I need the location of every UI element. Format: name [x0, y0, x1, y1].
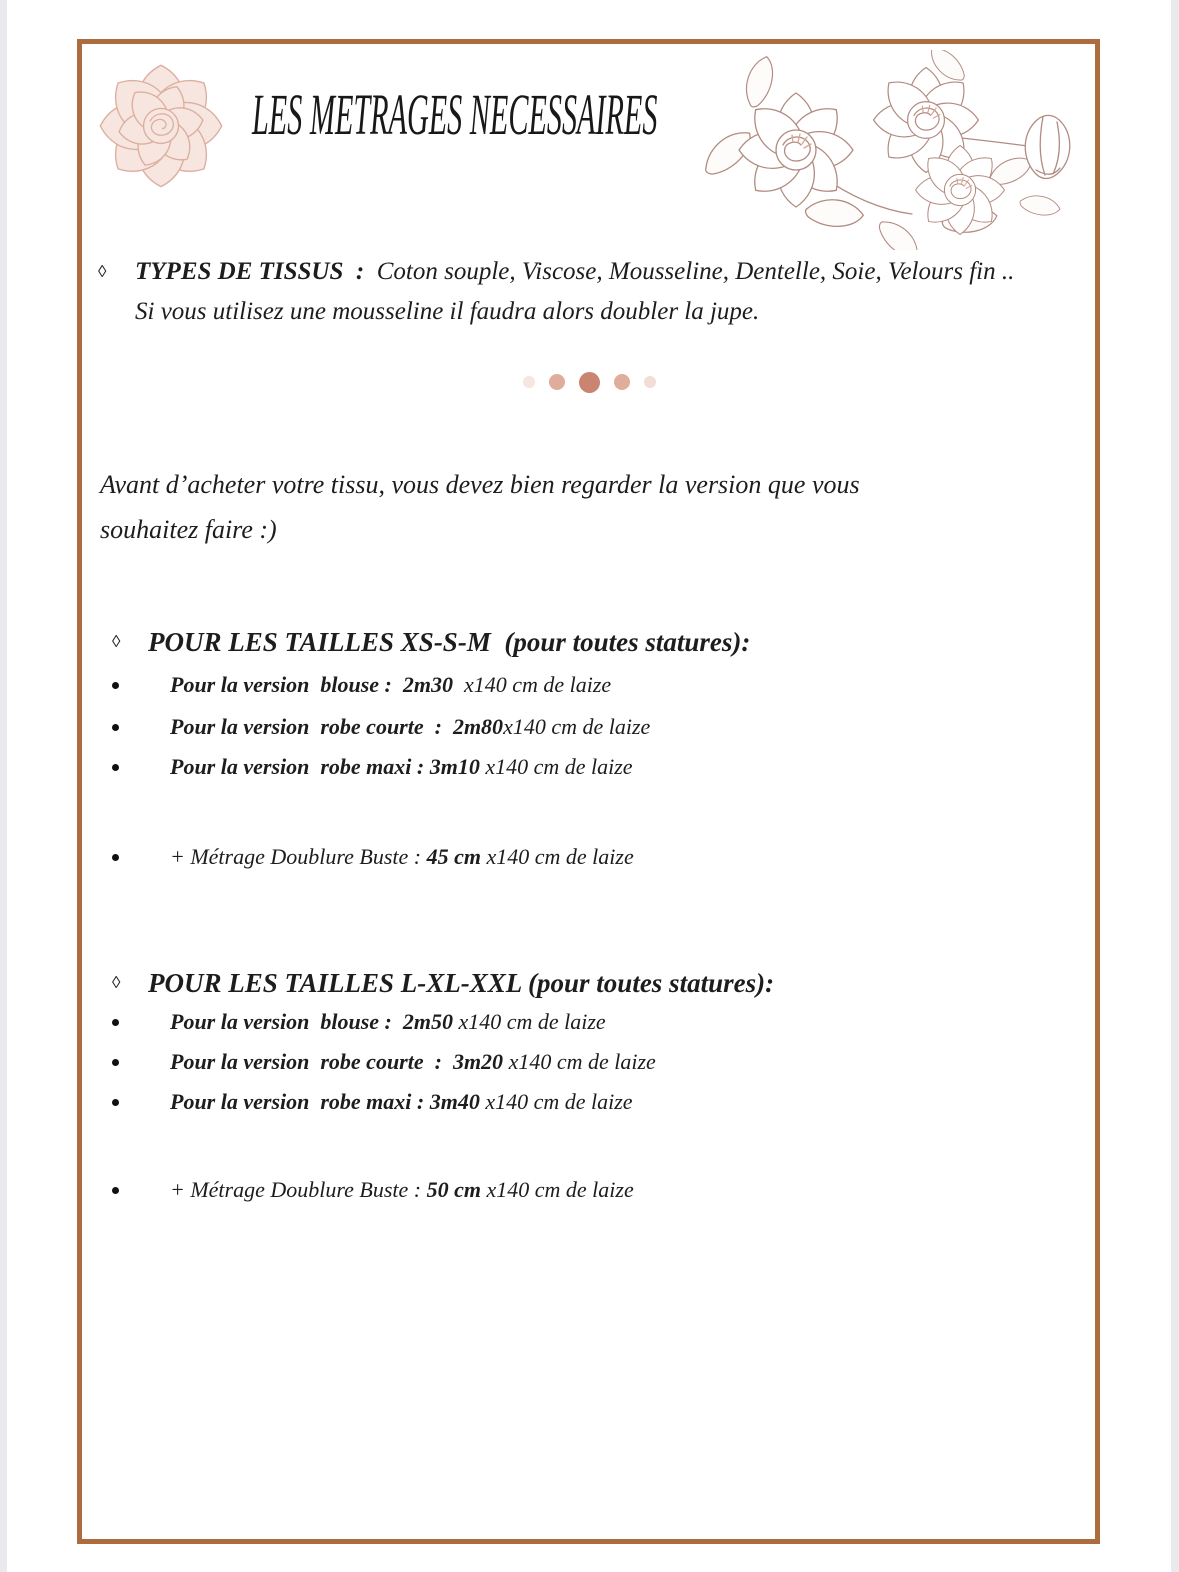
yardage-tail: x140 cm de laize	[452, 672, 612, 697]
intro-line-2	[100, 507, 1060, 552]
intro-line-1	[100, 462, 1060, 507]
divider-dot	[614, 374, 630, 390]
bullet-dot-icon	[112, 1099, 119, 1106]
lining-tail: x140 cm de laize	[480, 1177, 634, 1202]
yardage-item-blouse-xs	[112, 665, 611, 705]
page-title: LES METRAGES NECESSAIRES	[252, 82, 658, 147]
yardage-tail: x140 cm de laize	[479, 1089, 633, 1114]
bullet-dot-icon	[112, 764, 119, 771]
yardage-item-robe-courte-xs	[112, 707, 650, 747]
yardage-tail: x140 cm de laize	[503, 714, 651, 739]
yardage-lead: Pour la version blouse : 2m50	[170, 1009, 453, 1034]
yardage-lead: Pour la version robe maxi : 3m10	[170, 754, 480, 779]
fabric-types-line-2	[135, 292, 1093, 332]
lining-prefix: + Métrage Doublure Buste :	[170, 844, 427, 869]
flower-cluster-illustration	[692, 50, 1102, 250]
fabric-types-label: TYPES DE TISSUS :	[135, 258, 365, 285]
yardage-item-text	[170, 665, 611, 705]
divider-dot	[549, 374, 565, 390]
fabric-types-note	[98, 252, 1093, 332]
bullet-dot-icon	[112, 1019, 119, 1026]
yardage-item-text	[170, 1042, 656, 1082]
intro-line-2-text: souhaitez faire :)	[100, 515, 277, 544]
yardage-tail: x140 cm de laize	[479, 754, 633, 779]
intro-line-1-text: Avant d’acheter votre tissu, vous devez bien regarder la version que vous	[100, 470, 860, 499]
yardage-lead: Pour la version blouse : 2m30	[170, 672, 453, 697]
bullet-dot-icon	[112, 724, 119, 731]
diamond-bullet-icon: ◊	[112, 632, 121, 651]
yardage-tail: x140 cm de laize	[452, 1009, 606, 1034]
bullet-dot-icon	[112, 854, 119, 861]
lining-prefix: + Métrage Doublure Buste :	[170, 1177, 427, 1202]
yardage-item-text	[170, 747, 633, 787]
section-heading-text: POUR LES TAILLES XS-S-M (pour toutes statures):	[148, 627, 751, 657]
lining-value: 50 cm	[426, 1177, 481, 1202]
intro-paragraph	[100, 462, 1060, 552]
fabric-types-list: Coton souple, Viscose, Mousseline, Dentelle, Soie, Velours fin ..	[364, 258, 1015, 285]
yardage-item-robe-maxi-l	[112, 1082, 633, 1122]
lining-item-text	[170, 837, 634, 877]
divider-dot	[523, 376, 535, 388]
yardage-lead: Pour la version robe courte : 2m80	[170, 714, 504, 739]
section-divider-dots	[0, 371, 1179, 393]
yardage-item-text	[170, 1002, 606, 1042]
lining-tail: x140 cm de laize	[480, 844, 634, 869]
yardage-item-text	[170, 1082, 633, 1122]
page-edge-right	[1171, 0, 1179, 1572]
rose-illustration	[92, 56, 230, 194]
yardage-item-text	[170, 707, 650, 747]
bullet-dot-icon	[112, 1187, 119, 1194]
section-heading-text: POUR LES TAILLES L-XL-XXL (pour toutes statures):	[148, 968, 775, 998]
divider-dot	[644, 376, 656, 388]
fabric-advice: Si vous utilisez une mousseline il faudra alors doubler la jupe.	[135, 298, 760, 325]
lining-yardage-item-l	[112, 1170, 634, 1210]
section-heading-l-xl-xxl	[112, 963, 774, 1003]
yardage-item-robe-maxi-xs	[112, 747, 633, 787]
section-heading-xs-s-m	[112, 622, 750, 662]
lining-value: 45 cm	[426, 844, 481, 869]
yardage-item-blouse-l	[112, 1002, 606, 1042]
divider-dot	[579, 372, 600, 393]
fabric-types-text	[135, 252, 1093, 332]
yardage-lead: Pour la version robe courte : 3m20	[170, 1049, 504, 1074]
diamond-bullet-icon: ◊	[98, 262, 107, 281]
yardage-lead: Pour la version robe maxi : 3m40	[170, 1089, 480, 1114]
lining-yardage-item-xs	[112, 837, 634, 877]
bullet-dot-icon	[112, 1059, 119, 1066]
yardage-item-robe-courte-l	[112, 1042, 656, 1082]
bullet-dot-icon	[112, 682, 119, 689]
yardage-tail: x140 cm de laize	[503, 1049, 656, 1074]
page-edge-left	[0, 0, 7, 1572]
fabric-types-line-1	[135, 252, 1093, 292]
diamond-bullet-icon: ◊	[112, 973, 121, 992]
lining-item-text	[170, 1170, 634, 1210]
